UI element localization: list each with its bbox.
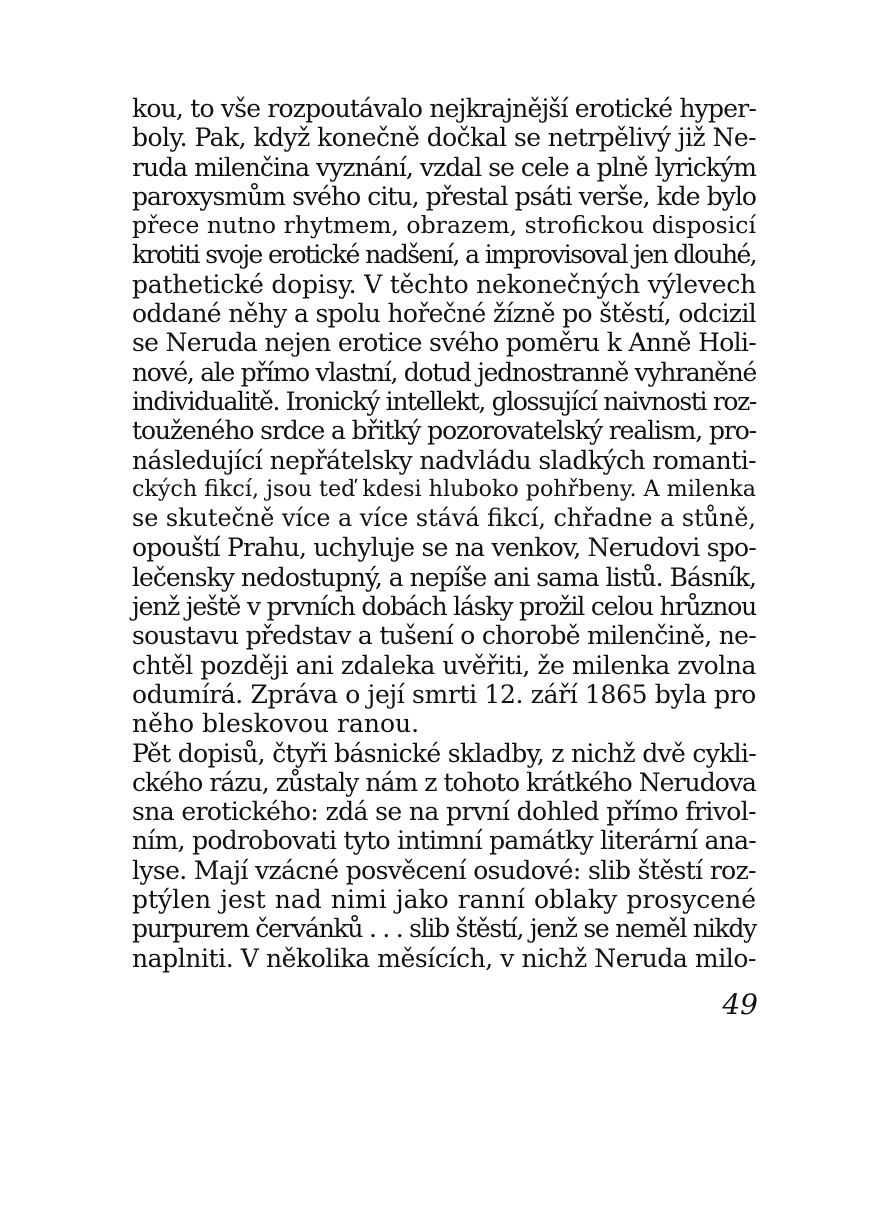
text-line-26: ním, podrobovati tyto intimní památky literární ana- (132, 826, 756, 856)
text-line-10: nové, ale přímo vlastní, dotud jednostranně vyhraněné (132, 357, 756, 387)
text-line-15: se skutečně více a více stává fikcí, chřadne a stůně, (132, 504, 756, 533)
text-line-11: individualitě. Ironický intellekt, glossující naivnosti roz- (132, 386, 756, 416)
text-line-17: lečensky nedostupný, a nepíše ani sama listů. Básník, (132, 562, 756, 592)
text-line-16: opouští Prahu, uchyluje se na venkov, Nerudovi spo- (132, 533, 756, 563)
text-line-19: soustavu představ a tušení o chorobě milenčině, ne- (132, 621, 756, 651)
text-line-28: ptýlen jest nad nimi jako ranní oblaky prosycené (132, 885, 756, 915)
text-line-20: chtěl později ani zdaleka uvěřiti, že milenka zvolna (132, 650, 756, 680)
text-line-27: lyse. Mají vzácné posvěcení osudové: slib štěstí roz- (132, 855, 756, 885)
text-line-25: sna erotického: zdá se na první dohled přímo frivol- (132, 797, 756, 827)
text-line-8: oddané něhy a spolu hořečné žízně po štěstí, odcizil (132, 299, 756, 329)
text-line-12: touženého srdce a břitký pozorovatelský realism, pro- (132, 416, 756, 446)
text-line-21: odumírá. Zpráva o její smrti 12. září 1865 byla pro (132, 679, 756, 709)
text-line-23: Pět dopisů, čtyři básnické skladby, z nichž dvě cykli- (132, 738, 756, 768)
text-line-6: krotiti svoje erotické nadšení, a improvisoval jen dlouhé, (132, 240, 756, 270)
body-text (132, 94, 756, 973)
text-line-29: purpurem červánků . . . slib štěstí, jenž se neměl nikdy (132, 914, 756, 944)
text-line-18: jenž ještě v prvních dobách lásky prožil celou hrůznou (132, 592, 756, 622)
text-line-24: ckého rázu, zůstaly nám z tohoto krátkého Nerudova (132, 767, 756, 797)
text-line-7: pathetické dopisy. V těchto nekonečných výlevech (132, 269, 756, 299)
text-line-5: přece nutno rhytmem, obrazem, strofickou disposicí (132, 211, 756, 240)
text-line-1: kou, to vše rozpoutávalo nejkrajnější erotické hyper- (132, 94, 756, 123)
text-line-4: paroxysmům svého citu, přestal psáti verše, kde bylo (132, 181, 756, 211)
page-number: 49 (722, 988, 758, 1021)
text-line-2: boly. Pak, když konečně dočkal se netrpělivý již Ne- (132, 123, 756, 153)
text-line-22: něho bleskovou ranou. (132, 709, 420, 739)
text-line-3: ruda milenčina vyznání, vzdal se cele a plně lyrickým (132, 152, 756, 182)
text-line-13: následující nepřátelsky nadvládu sladkých romanti- (132, 445, 756, 475)
text-line-30: naplniti. V několika měsících, v nichž Neruda milo- (132, 943, 756, 973)
text-line-9: se Neruda nejen erotice svého poměru k Anně Holi- (132, 328, 756, 358)
text-line-14: ckých fikcí, jsou teď kdesi hluboko pohřbeny. A milenka (132, 475, 756, 502)
